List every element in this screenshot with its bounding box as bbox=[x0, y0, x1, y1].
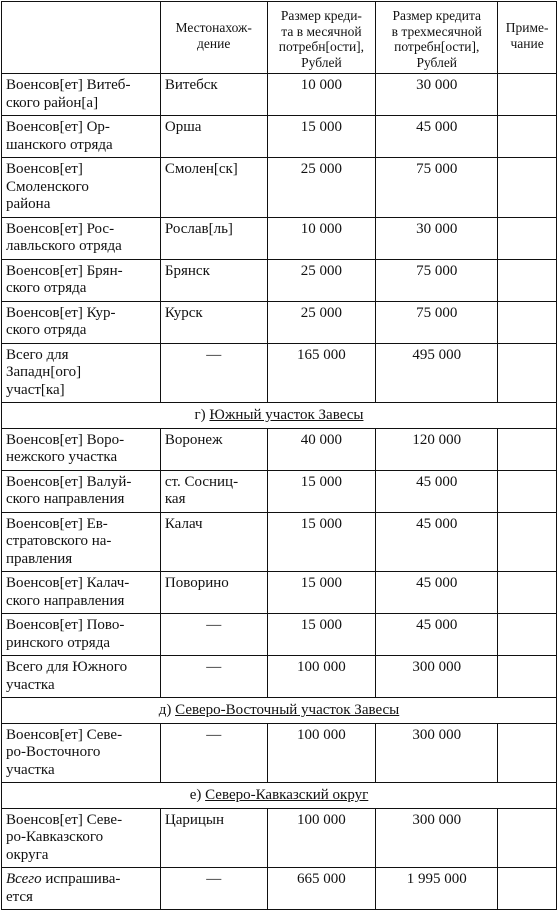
row-monthly-credit: 15 000 bbox=[267, 572, 376, 614]
row-note bbox=[498, 572, 557, 614]
table-row bbox=[2, 572, 557, 614]
row-three-month-credit: 30 000 bbox=[376, 74, 498, 116]
row-three-month-credit: 75 000 bbox=[376, 259, 498, 301]
row-three-month-credit: 120 000 bbox=[376, 428, 498, 470]
row-monthly-credit: 10 000 bbox=[267, 217, 376, 259]
grand-total-label-rest: испрашива- ется bbox=[6, 871, 121, 905]
row-note bbox=[498, 158, 557, 218]
row-three-month-credit: 30 000 bbox=[376, 217, 498, 259]
row-location: Витебск bbox=[160, 74, 267, 116]
row-location: Воронеж bbox=[160, 428, 267, 470]
section-south-prefix: г) bbox=[194, 407, 210, 423]
table-row bbox=[2, 723, 557, 783]
group-north-caucasus bbox=[2, 808, 557, 868]
row-note bbox=[498, 614, 557, 656]
row-location: Курск bbox=[160, 301, 267, 343]
table-row bbox=[2, 301, 557, 343]
group-northeast bbox=[2, 723, 557, 783]
section-ne-title: Северо-Восточный участок Завесы bbox=[175, 702, 400, 718]
row-note bbox=[498, 259, 557, 301]
row-three-month-credit: 75 000 bbox=[376, 301, 498, 343]
row-name: Всего для Южного участка bbox=[2, 656, 161, 698]
header-note: Приме- чание bbox=[498, 2, 557, 74]
table-row bbox=[2, 217, 557, 259]
row-location: — bbox=[160, 614, 267, 656]
section-ne-prefix: д) bbox=[158, 702, 176, 718]
section-south-title: Южный участок Завесы bbox=[209, 407, 364, 423]
row-location: Брянск bbox=[160, 259, 267, 301]
row-monthly-credit: 100 000 bbox=[267, 656, 376, 698]
row-location: Царицын bbox=[160, 808, 267, 868]
row-name: Военсов[ет] Ор- шанского отряда bbox=[2, 116, 161, 158]
row-monthly-credit: 25 000 bbox=[267, 259, 376, 301]
table-row bbox=[2, 614, 557, 656]
table-row bbox=[2, 428, 557, 470]
row-monthly-credit: 40 000 bbox=[267, 428, 376, 470]
row-name: Военсов[ет] Рос- лавльского отряда bbox=[2, 217, 161, 259]
row-note bbox=[498, 470, 557, 512]
row-three-month-credit: 45 000 bbox=[376, 470, 498, 512]
row-name: Военсов[ет] Витеб- ского район[а] bbox=[2, 74, 161, 116]
row-three-month-credit: 45 000 bbox=[376, 572, 498, 614]
row-location: Калач bbox=[160, 512, 267, 572]
row-note bbox=[498, 74, 557, 116]
table-row bbox=[2, 656, 557, 698]
row-three-month-credit: 75 000 bbox=[376, 158, 498, 218]
row-monthly-credit: 165 000 bbox=[267, 343, 376, 403]
grand-total-label bbox=[2, 868, 161, 910]
row-location: — bbox=[160, 656, 267, 698]
section-northeast bbox=[2, 698, 557, 724]
group-west bbox=[2, 74, 557, 403]
row-three-month-credit: 300 000 bbox=[376, 723, 498, 783]
row-note bbox=[498, 656, 557, 698]
table-row bbox=[2, 470, 557, 512]
group-south bbox=[2, 428, 557, 698]
table-row bbox=[2, 512, 557, 572]
table-row bbox=[2, 808, 557, 868]
grand-total-three: 1 995 000 bbox=[376, 868, 498, 910]
grand-total-row bbox=[2, 868, 557, 910]
header-row bbox=[2, 2, 557, 74]
row-location: Смолен[ск] bbox=[160, 158, 267, 218]
table-row bbox=[2, 158, 557, 218]
row-name: Военсов[ет] Севе- ро-Восточного участка bbox=[2, 723, 161, 783]
row-note bbox=[498, 428, 557, 470]
row-monthly-credit: 25 000 bbox=[267, 301, 376, 343]
row-three-month-credit: 45 000 bbox=[376, 614, 498, 656]
section-nc-title: Северо-Кавказский округ bbox=[205, 787, 369, 803]
row-note bbox=[498, 217, 557, 259]
row-name: Военсов[ет] Смоленского района bbox=[2, 158, 161, 218]
row-monthly-credit: 15 000 bbox=[267, 512, 376, 572]
header-three-month-credit: Размер кредита в трехмесячной потребн[ости], Рублей bbox=[376, 2, 498, 74]
row-name: Всего для Западн[ого] участ[ка] bbox=[2, 343, 161, 403]
grand-total-label-italic: Всего bbox=[6, 871, 42, 887]
row-location: Рослав[ль] bbox=[160, 217, 267, 259]
row-three-month-credit: 300 000 bbox=[376, 656, 498, 698]
section-nc-prefix: е) bbox=[189, 787, 206, 803]
header-monthly-credit: Размер креди- та в месячной потребн[ости], Рублей bbox=[267, 2, 376, 74]
row-location: ст. Сосниц- кая bbox=[160, 470, 267, 512]
header-location: Местонахож- дение bbox=[160, 2, 267, 74]
section-north-caucasus bbox=[2, 783, 557, 809]
grand-total bbox=[2, 868, 557, 910]
row-name: Военсов[ет] Брян- ского отряда bbox=[2, 259, 161, 301]
row-monthly-credit: 10 000 bbox=[267, 74, 376, 116]
row-note bbox=[498, 723, 557, 783]
row-note bbox=[498, 808, 557, 868]
row-monthly-credit: 15 000 bbox=[267, 116, 376, 158]
row-location: Поворино bbox=[160, 572, 267, 614]
row-name: Военсов[ет] Севе- ро-Кавказского округа bbox=[2, 808, 161, 868]
grand-total-note bbox=[498, 868, 557, 910]
grand-total-month: 665 000 bbox=[267, 868, 376, 910]
grand-total-place: — bbox=[160, 868, 267, 910]
row-three-month-credit: 300 000 bbox=[376, 808, 498, 868]
row-note bbox=[498, 512, 557, 572]
section-south bbox=[2, 403, 557, 429]
row-location: — bbox=[160, 723, 267, 783]
row-name: Военсов[ет] Воро- нежского участка bbox=[2, 428, 161, 470]
row-monthly-credit: 25 000 bbox=[267, 158, 376, 218]
row-three-month-credit: 45 000 bbox=[376, 116, 498, 158]
credit-table bbox=[1, 1, 557, 910]
row-name: Военсов[ет] Пово- ринского отряда bbox=[2, 614, 161, 656]
table-row bbox=[2, 343, 557, 403]
table-row bbox=[2, 116, 557, 158]
row-monthly-credit: 15 000 bbox=[267, 614, 376, 656]
row-monthly-credit: 100 000 bbox=[267, 808, 376, 868]
header-name bbox=[2, 2, 161, 74]
row-location: Орша bbox=[160, 116, 267, 158]
row-name: Военсов[ет] Валуй- ского направления bbox=[2, 470, 161, 512]
row-three-month-credit: 45 000 bbox=[376, 512, 498, 572]
row-note bbox=[498, 301, 557, 343]
row-monthly-credit: 15 000 bbox=[267, 470, 376, 512]
row-monthly-credit: 100 000 bbox=[267, 723, 376, 783]
row-name: Военсов[ет] Ев- стратовского на- правления bbox=[2, 512, 161, 572]
table-row bbox=[2, 259, 557, 301]
table-row bbox=[2, 74, 557, 116]
row-name: Военсов[ет] Калач- ского направления bbox=[2, 572, 161, 614]
row-note bbox=[498, 343, 557, 403]
row-location: — bbox=[160, 343, 267, 403]
row-three-month-credit: 495 000 bbox=[376, 343, 498, 403]
row-name: Военсов[ет] Кур- ского отряда bbox=[2, 301, 161, 343]
row-note bbox=[498, 116, 557, 158]
